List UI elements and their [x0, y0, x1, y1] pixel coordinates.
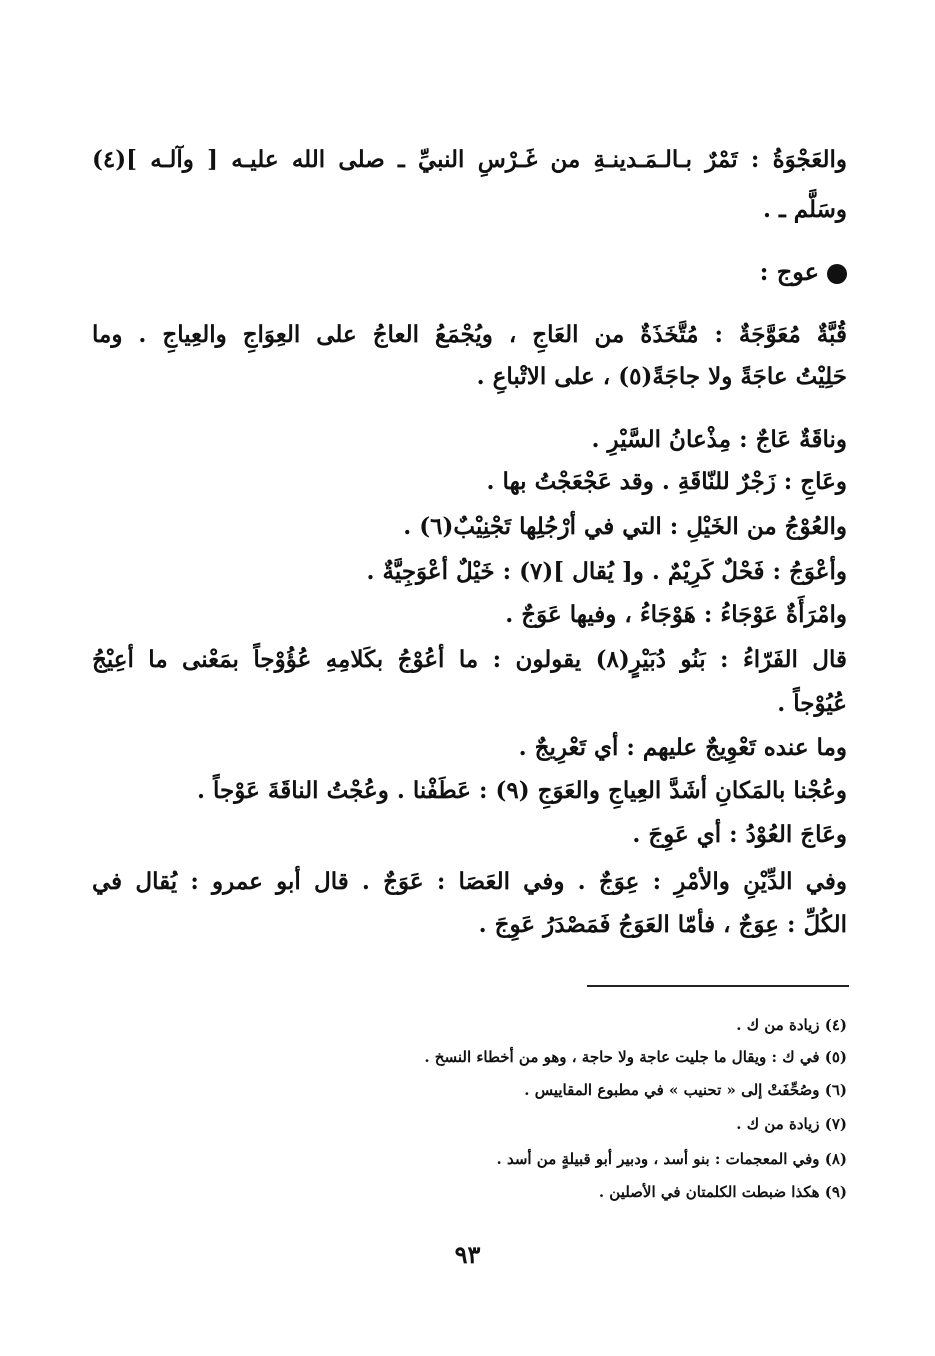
footnote-6: (٦) وصُحِّفَتْ إلى « تحنيب » في مطبوع المقاييس . [524, 1081, 847, 1099]
entry-text-line-10: قال الفَرّاءُ : بَنُو دُبَيْرٍ(٨) يقولون : ما أعُوْجُ بكَلامِهِ عُؤُوْجاً بمَعْنى ما أعِيْجُ [92, 646, 847, 673]
footnote-8: (٨) وفي المعجمات : بنو أسد ، ودبير أبو قبيلةٍ من أسد . [496, 1150, 847, 1168]
footnote-7: (٧) زيادة من ك . [736, 1115, 847, 1133]
page-number: ٩٣ [454, 1240, 481, 1269]
entry-text-line-6: وعَاجِ : زَجْرٌ للنّاقَةِ . وقد عَجْعَجْتُ بها . [486, 468, 847, 495]
entry-text-line-7: والعُوْجُ من الخَيْلِ : التي في أرْجُلِها تَجْنِيْبٌ(٦) . [403, 513, 847, 540]
entry-text-line-16: الكُلِّ : عِوَجٌ ، فأمّا العَوَجُ فَمَصْدَرُ عَوِجَ . [478, 911, 847, 938]
entry-text-line-11: عُيُوْجاً . [777, 690, 847, 717]
footnote-4: (٤) زيادة من ك . [736, 1016, 847, 1034]
entry-text-line-4: حَلِيْتُ عاجَةً ولا جاجَةً(٥) ، على الاتْباعِ . [476, 363, 847, 390]
footnote-5: (٥) في ك : ويقال ما جليت عاجة ولا حاجة ، وهو من أخطاء النسخ . [424, 1048, 847, 1066]
entry-text-line-3: قُبَّةٌ مُعَوَّجَةٌ : مُتَّخَذَةٌ من العَاجِ ، ويُجْمَعُ العاجُ على العِوَاجِ والعِياجِ . وما [92, 321, 847, 348]
footnote-9: (٩) هكذا ضبطت الكلمتان في الأصلين . [598, 1183, 847, 1201]
entry-text-line-12: وما عنده تَعْوِيجٌ عليهم : أي تَعْرِيجٌ . [518, 734, 847, 761]
bullet-icon [827, 264, 847, 284]
section-heading [760, 257, 847, 287]
entry-text-line-13: وعُجْنا بالمَكانِ أشَدَّ العِياجِ والعَوَجِ (٩) : عَطَفْنا . وعُجْتُ الناقَةَ عَوْجاً . [197, 777, 847, 804]
entry-text-line-15: وفي الدِّيْنِ والأمْرِ : عِوَجٌ . وفي العَصَا : عَوَجٌ . قال أبو عمرو : يُقال في [92, 868, 847, 895]
entry-text-line-5: وناقَةٌ عَاجٌ : مِذْعانُ السَّيْرِ . [591, 426, 847, 453]
entry-text-line-9: وامْرَأَةٌ عَوْجَاءُ : هَوْجَاءُ ، وفيها عَوَجٌ . [505, 601, 847, 628]
entry-text-line-1: والعَجْوَةُ : تَمْرٌ بـالـمَـدينـةِ من غَـرْسِ النبيِّ ـ صلى الله عليـه [ وآلـه ](٤) [92, 146, 847, 173]
entry-text-line-8: وأعْوَجُ : فَحْلٌ كَرِيْمٌ . و[ يُقال ](٧) : خَيْلٌ أعْوَجِيَّةٌ . [366, 558, 847, 585]
footnote-divider [587, 985, 849, 987]
section-heading-label: عوج : [759, 257, 819, 286]
entry-text-line-14: وعَاجَ العُوْدُ : أي عَوِجَ . [632, 821, 847, 848]
entry-text-line-2: وسَلَّم ـ . [762, 196, 847, 223]
